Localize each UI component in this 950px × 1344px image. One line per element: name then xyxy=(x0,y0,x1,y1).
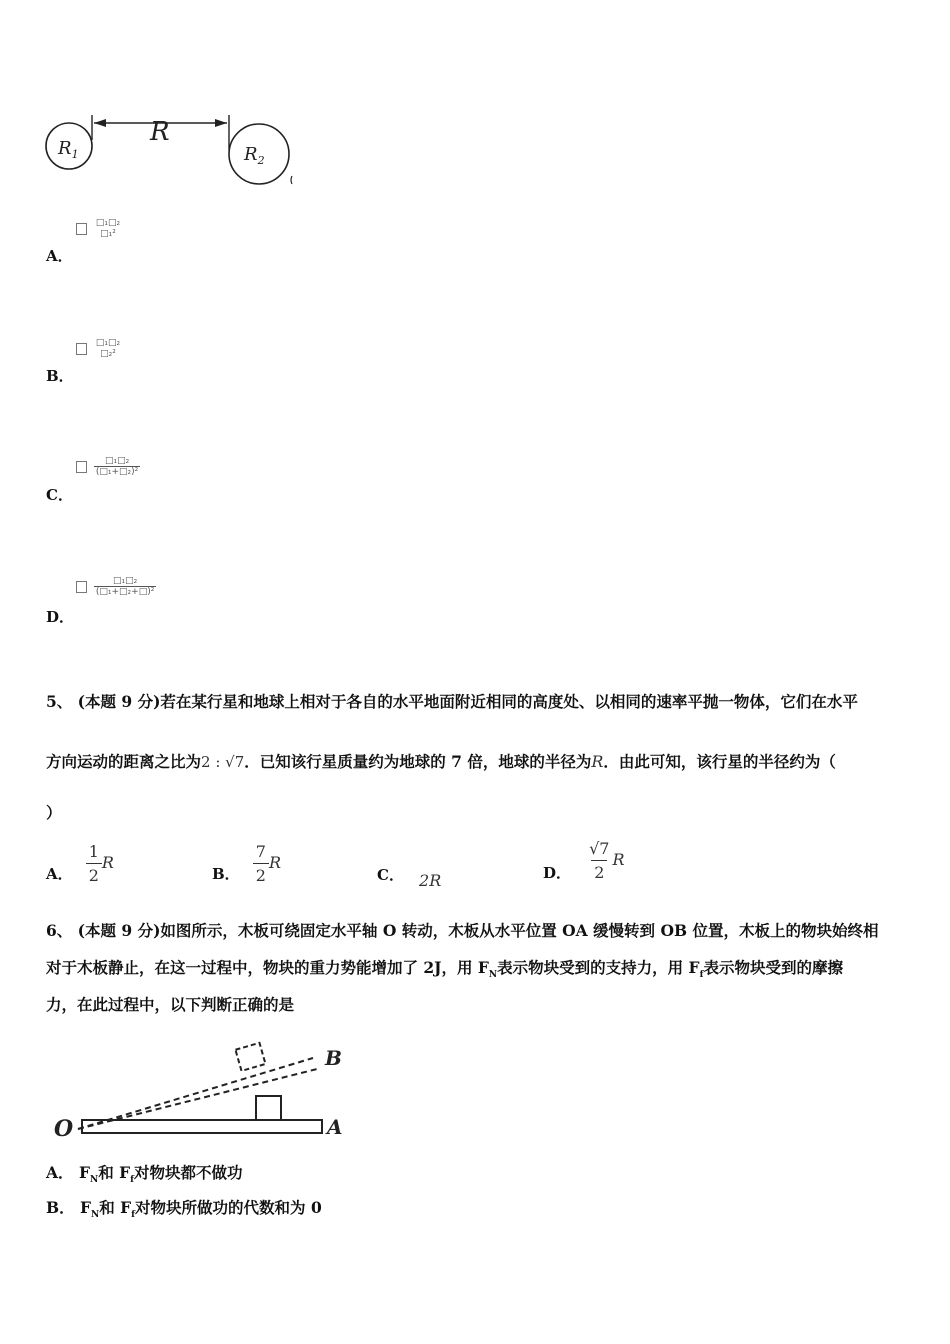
q6-line3: 力，在此过程中，以下判断正确的是 xyxy=(46,995,295,1014)
q5-option-a[interactable]: A． $\frac{1}{2}$ R xyxy=(46,842,114,885)
ratio-expr: 2 : √7 xyxy=(201,753,245,771)
q6-line2: 对于木板静止，在这一过程中，物块的重力势能增加了 2J，用 $F_N$表示物块受到的支持力，用 $F_f$表示物块受到的摩擦 xyxy=(46,958,843,981)
broken-image-icon xyxy=(76,223,87,235)
q5-line3: ） xyxy=(46,803,62,822)
q5-line2: 方向运动的距离之比为2 : √7．已知该行星质量约为地球的 7 倍，地球的半径为R．由此可知，该行星的半径约为（ xyxy=(46,752,836,771)
block-dashed xyxy=(235,1043,265,1071)
q5-line1: 5、 (本题 9 分)若在某行星和地球上相对于各自的水平地面附近相同的高度处、以相同的速率平抛一物体，它们在水平 xyxy=(46,692,858,711)
board-oa xyxy=(82,1120,322,1133)
label-distance: R xyxy=(150,117,170,147)
q4-option-a[interactable]: □₁□₂ □₁² A． xyxy=(46,218,121,265)
q5-option-d[interactable]: D． $\frac{√7}{2}$ R xyxy=(543,839,625,882)
broken-image-icon xyxy=(76,461,87,473)
q4-option-d[interactable]: $\frac{\text{□₁□₂}}{\text{(□₁+□₂+□)²}}$ D． xyxy=(46,576,155,626)
q6-option-a[interactable]: A． $F_N$和 $F_f$对物块都不做功 xyxy=(46,1163,243,1186)
q4-option-b[interactable]: □₁□₂ □₂² B． xyxy=(46,338,121,385)
svg-text:B: B xyxy=(325,1046,342,1070)
block xyxy=(256,1096,281,1120)
q4-option-c[interactable]: $\frac{\text{□₁□₂}}{\text{(□₁+□₂)²}}$ C． xyxy=(46,456,139,504)
board-figure xyxy=(48,1038,358,1148)
q6-line1: 6、 (本题 9 分)如图所示，木板可绕固定水平轴 O 转动，木板从水平位置 OA 缓慢转到 OB 位置，木板上的物块始终相 xyxy=(46,921,879,940)
q5-option-c[interactable]: C． 2R xyxy=(377,866,442,890)
svg-text:A: A xyxy=(327,1115,343,1139)
svg-text:O: O xyxy=(54,1116,74,1142)
label-r1: $R_1$ xyxy=(58,138,79,161)
label-r2: $R_2$ xyxy=(244,144,265,167)
broken-image-icon xyxy=(76,581,87,593)
q5-option-b[interactable]: B． $\frac{7}{2}$ R xyxy=(212,842,282,885)
broken-image-icon xyxy=(76,343,87,355)
two-bodies-figure xyxy=(40,110,300,190)
q6-option-b[interactable]: B． $F_N$和 $F_f$对物块所做功的代数和为 0 xyxy=(46,1198,322,1221)
